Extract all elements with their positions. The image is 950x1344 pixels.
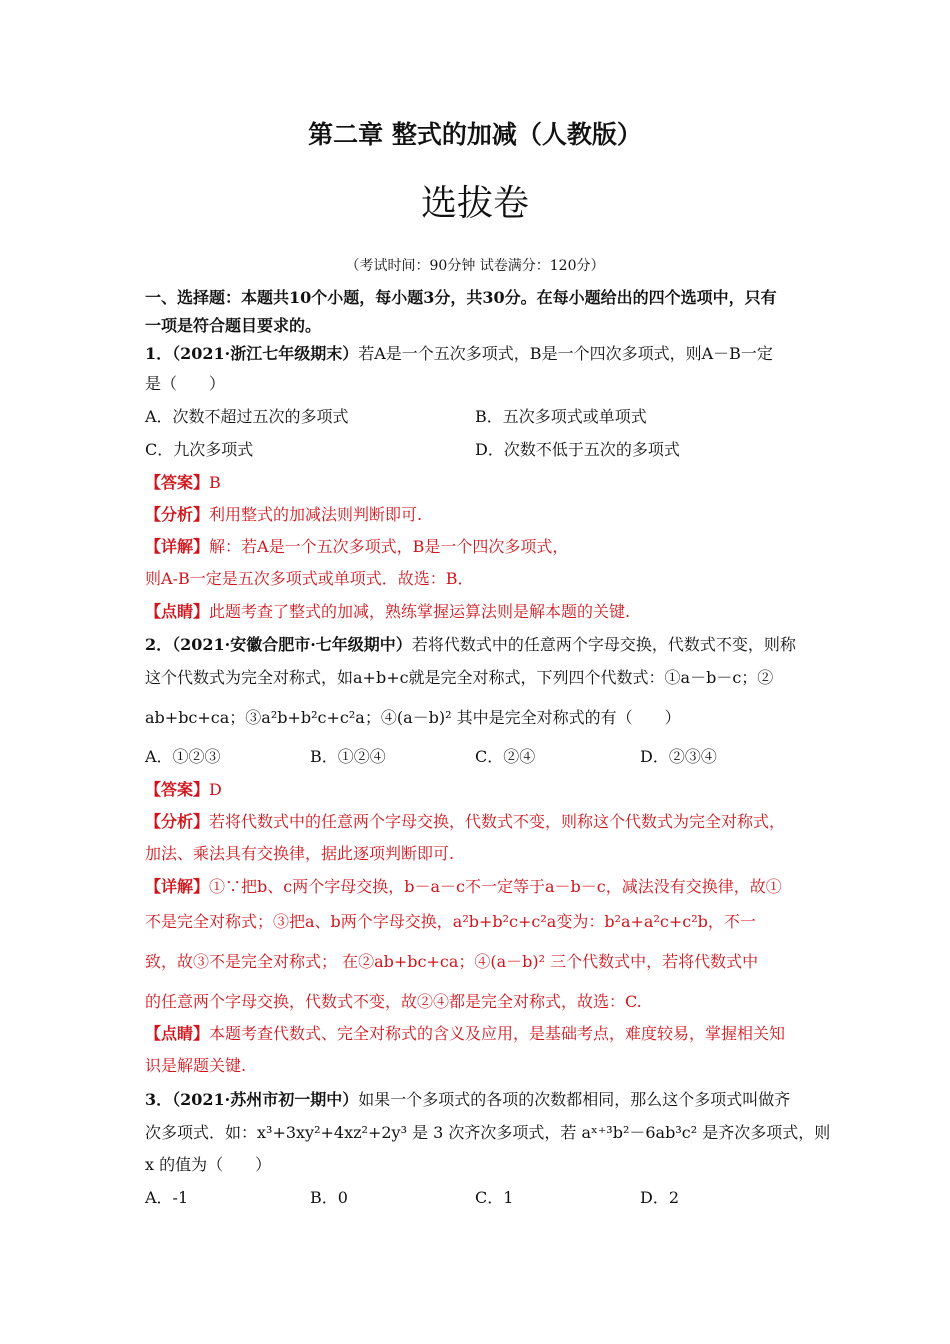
q2-options [145,745,805,769]
q1-stem: 若A是一个五次多项式，B是一个四次多项式，则A－B一定 [358,344,773,363]
q3-line1: 3．（2021·苏州市初一期中）如果一个多项式的各项的次数都相同，那么这个多项式叫做齐 [145,1090,791,1109]
q1-detail-line1: 【详解】解：若A是一个五次多项式，B是一个四次多项式， [145,537,569,556]
q1-options-row2 [145,438,805,462]
q2-line1: 2．（2021·安徽合肥市·七年级期中）若将代数式中的任意两个字母交换，代数式不变，则称 [145,635,796,654]
q1-answer: 【答案】B [145,473,221,492]
q3-line2: 次多项式．如：x³+3xy²+4xz²+2y³ 是 3 次齐次多项式，若 aˣ⁺³b²－6ab³c² 是齐次多项式，则 [145,1123,831,1142]
q2-option-b: B．①②④ [310,747,386,766]
q1-option-a: A．次数不超过五次的多项式 [145,407,349,426]
q2-detail-line3: 致，故③不是完全对称式； 在②ab+bc+ca；④(a－b)² 三个代数式中，若将代数式中 [145,952,759,971]
q3-option-c: C．1 [475,1188,514,1207]
exam-info: （考试时间：90分钟 试卷满分：120分） [345,258,605,274]
q1-line2: 是（ ） [145,374,226,393]
q1-option-c: C．九次多项式 [145,440,254,459]
q2-option-d: D．②③④ [640,747,717,766]
q2-analysis-line2: 加法、乘法具有交换律，据此逐项判断即可. [145,844,455,863]
q2-analysis-line1: 【分析】若将代数式中的任意两个字母交换，代数式不变，则称这个代数式为完全对称式， [145,812,786,831]
q1-line1 [145,342,773,366]
q2-option-a: A．①②③ [145,747,221,766]
q2-option-c: C．②④ [475,747,536,766]
q2-answer: 【答案】D [145,780,222,799]
q2-detail-line4: 的任意两个字母交换，代数式不变，故②④都是完全对称式，故选：C. [145,992,642,1011]
document-subtitle: 选拔卷 [420,183,529,224]
q3-option-d: D．2 [640,1188,680,1207]
q1-detail-line2: 则A-B一定是五次多项式或单项式．故选：B． [145,569,474,588]
q1-comment: 【点睛】此题考查了整式的加减，熟练掌握运算法则是解本题的关键. [145,602,631,621]
q3-option-a: A．-1 [145,1188,189,1207]
q2-line3: ab+bc+ca；③a²b+b²c+c²a；④(a－b)² 其中是完全对称式的有（ ） [145,708,681,727]
q2-detail-line2: 不是完全对称式；③把a、b两个字母交换，a²b+b²c+c²a变为：b²a+a²c+c²b，不一 [145,912,756,931]
section-heading-line2: 一项是符合题目要求的。 [145,316,322,335]
q1-option-b: B．五次多项式或单项式 [475,407,647,426]
q1-options-row1 [145,405,805,429]
q2-source: 2．（2021·安徽合肥市·七年级期中） [145,635,412,654]
q3-line3: x 的值为（ ） [145,1155,272,1174]
q3-options [145,1186,805,1210]
document-title: 第二章 整式的加减（人教版） [308,120,642,149]
section-heading-line1: 一、选择题：本题共10个小题，每小题3分，共30分。在每小题给出的四个选项中，只有 [145,288,777,307]
q1-analysis: 【分析】利用整式的加减法则判断即可. [145,505,423,524]
q1-option-d: D．次数不低于五次的多项式 [475,440,680,459]
q1-source: 1．（2021·浙江七年级期末） [145,344,359,363]
q2-detail-line1: 【详解】①∵把b、c两个字母交换，b－a－c不一定等于a－b－c，减法没有交换律，故① [145,877,782,896]
q2-comment-line1: 【点睛】本题考查代数式、完全对称式的含义及应用，是基础考点，难度较易，掌握相关知 [145,1024,786,1043]
q2-comment-line2: 识是解题关键. [145,1056,247,1075]
q3-option-b: B．0 [310,1188,348,1207]
q2-line2: 这个代数式为完全对称式，如a+b+c就是完全对称式，下列四个代数式：①a－b－c；② [145,668,774,687]
q3-source: 3．（2021·苏州市初一期中） [145,1090,359,1109]
